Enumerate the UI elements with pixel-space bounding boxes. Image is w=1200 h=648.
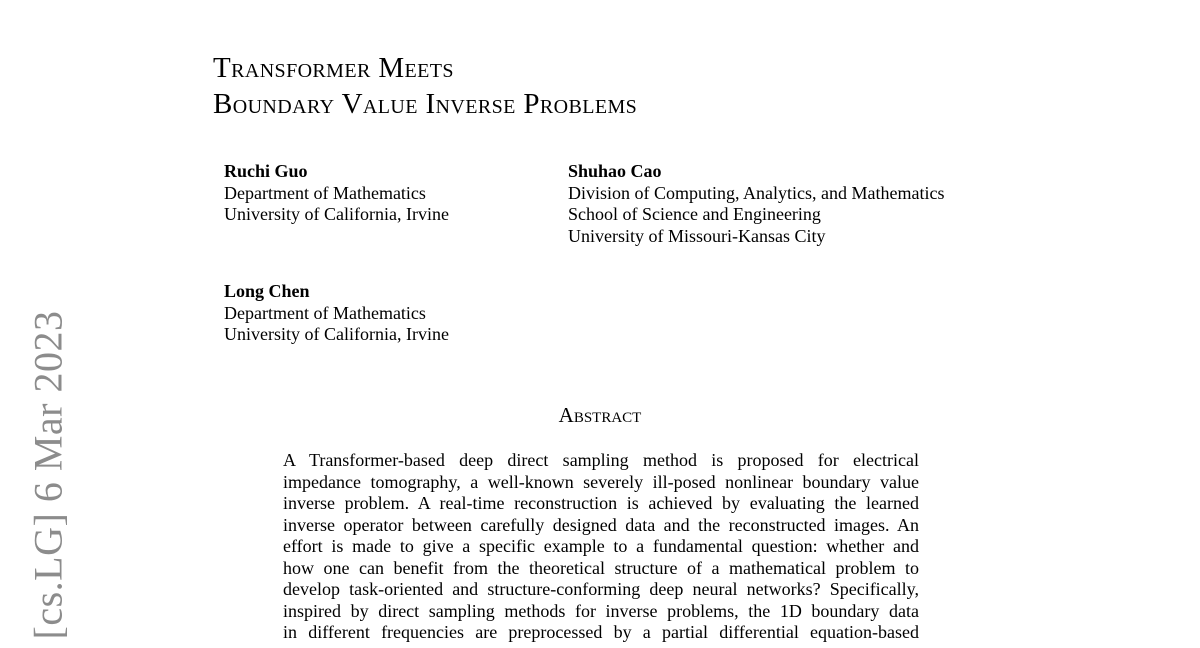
arxiv-side-stamp: [cs.LG] 6 Mar 2023 xyxy=(25,310,71,640)
author-affiliation: University of California, Irvine xyxy=(224,204,449,224)
author-affiliation: Division of Computing, Analytics, and Mathematics xyxy=(568,182,945,203)
author-affiliation: University of California, Irvine xyxy=(224,324,449,344)
abstract-line: inspired by direct sampling methods for inverse problems, the 1D boundary data xyxy=(283,600,919,621)
author-block-ruchi-guo xyxy=(224,161,449,226)
abstract-line: A Transformer-based deep direct sampling method is proposed for electrical xyxy=(283,450,919,470)
author-name: Ruchi Guo xyxy=(224,161,308,181)
abstract-line: impedance tomography, a well-known severely ill-posed nonlinear boundary value xyxy=(283,471,919,492)
abstract-line: inverse operator between carefully designed data and the reconstructed images. An xyxy=(283,514,919,535)
author-block-long-chen xyxy=(224,281,449,346)
abstract-line: how one can benefit from the theoretical structure of a mathematical problem to xyxy=(283,557,919,578)
author-affiliation: Department of Mathematics xyxy=(224,302,426,323)
abstract-body xyxy=(283,450,919,644)
author-name: Shuhao Cao xyxy=(568,161,662,181)
author-affiliation: School of Science and Engineering xyxy=(568,204,821,224)
abstract-line: in different frequencies are preprocessed by a partial differential equation-based xyxy=(283,622,919,642)
title-line-2: Boundary Value Inverse Problems xyxy=(213,88,638,120)
abstract-line: effort is made to give a specific example to a fundamental question: whether and xyxy=(283,536,919,556)
author-affiliation: Department of Mathematics xyxy=(224,182,426,203)
abstract-heading: Abstract xyxy=(558,403,642,427)
title-line-1: Transformer Meets xyxy=(213,52,454,84)
author-affiliation: University of Missouri-Kansas City xyxy=(568,225,826,246)
abstract-line: inverse problem. A real-time reconstruction is achieved by evaluating the learned xyxy=(283,493,919,513)
abstract-line: develop task-oriented and structure-conforming deep neural networks? Specifically, xyxy=(283,579,919,599)
author-block-shuhao-cao xyxy=(568,161,944,247)
author-name: Long Chen xyxy=(224,281,310,301)
paper-title xyxy=(213,50,637,122)
